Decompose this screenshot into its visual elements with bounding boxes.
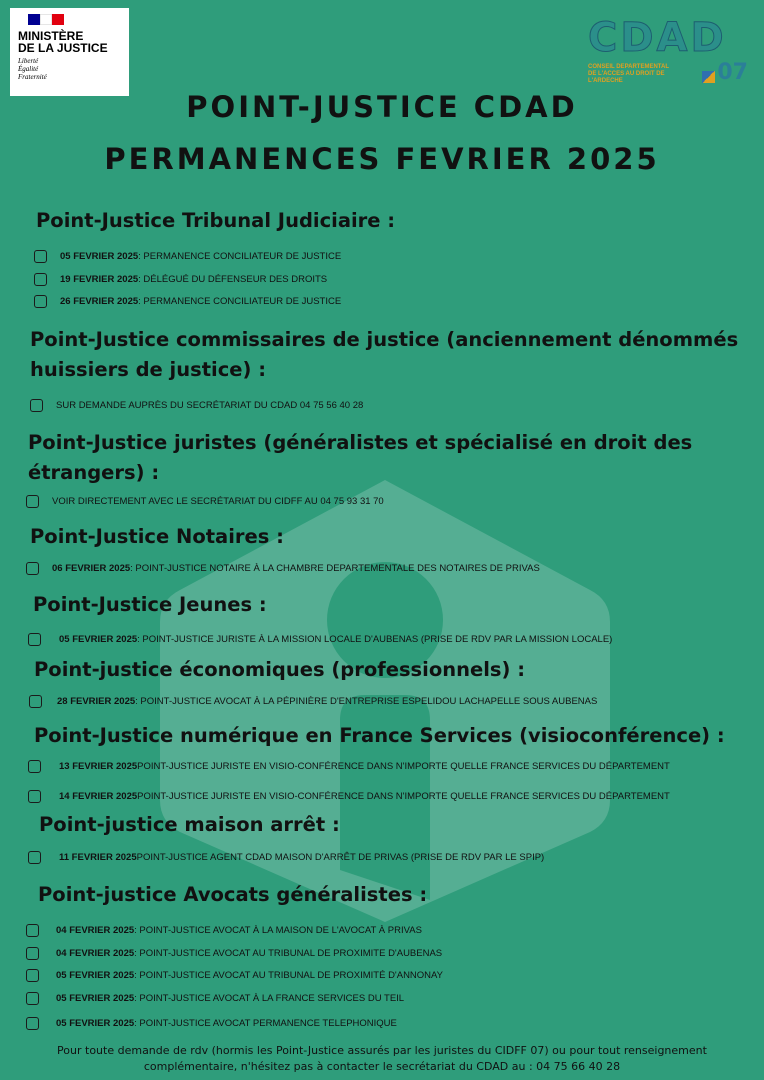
list-item (34, 292, 341, 310)
entry-text: : POINT-JUSTICE AVOCAT À LA FRANCE SERVICES DU TEIL (134, 992, 405, 1004)
entry-text: : POINT-JUSTICE NOTAIRE À LA CHAMBRE DEPARTEMENTALE DES NOTAIRES DE PRIVAS (130, 562, 540, 574)
entry-date: 26 FEVRIER 2025 (60, 295, 139, 307)
flag-blue (28, 14, 40, 25)
list-item (29, 692, 597, 710)
footer-line1: Pour toute demande de rdv (hormis les Point-Justice assurés par les juristes du CIDFF 07) ou pour tout renseignement (57, 1044, 707, 1057)
list-item (26, 559, 540, 577)
cdad-logo-dept: 07 (717, 60, 748, 85)
list-item (30, 396, 363, 414)
footer-line2: complémentaire, n'hésitez pas à contacter le secrétariat du CDAD au : 04 75 66 40 28 (143, 1060, 621, 1073)
entry-text: POINT-JUSTICE AGENT CDAD MAISON D'ARRÊT DE PRIVAS (PRISE DE RDV PAR LE SPIP) (136, 851, 545, 863)
checkbox[interactable] (34, 250, 47, 263)
entry-text: : PERMANENCE CONCILIATEUR DE JUSTICE (138, 295, 342, 307)
entry-date: 05 FEVRIER 2025 (59, 633, 138, 645)
entry-date: 19 FEVRIER 2025 (60, 273, 139, 285)
motto-egalite: Égalité (18, 65, 39, 73)
cdad-logo-text: CDAD (588, 15, 727, 61)
checkbox[interactable] (26, 947, 39, 960)
motto-liberte: Liberté (18, 57, 39, 65)
page-title-line2: PERMANENCES FEVRIER 2025 (104, 142, 660, 176)
entry-text: POINT-JUSTICE JURISTE EN VISIO-CONFÉRENCE DANS N'IMPORTE QUELLE FRANCE SERVICES DU DÉPARTEMENT (137, 760, 670, 772)
entry-text: : POINT-JUSTICE AVOCAT À LA PÉPINIÈRE D'ENTREPRISE ESPELIDOU LACHAPELLE SOUS AUBENAS (135, 695, 598, 707)
entry-date: 13 FEVRIER 2025 (59, 760, 138, 772)
ministry-line2: DE LA JUSTICE (18, 41, 108, 55)
checkbox[interactable] (26, 969, 39, 982)
checkbox[interactable] (26, 1017, 39, 1030)
checkbox[interactable] (34, 295, 47, 308)
checkbox[interactable] (29, 695, 42, 708)
page-title-line1: POINT-JUSTICE CDAD (186, 90, 578, 124)
checkbox[interactable] (28, 760, 41, 773)
section-heading-jeunes: Point-Justice Jeunes : (33, 593, 267, 616)
entry-date: 05 FEVRIER 2025 (56, 969, 135, 981)
ministry-logo (10, 8, 129, 96)
entry-date: 05 FEVRIER 2025 (56, 992, 135, 1004)
list-item (34, 247, 341, 265)
ministry-line1: MINISTÈRE (18, 29, 84, 43)
cdad-logo (588, 15, 748, 88)
cdad-logo-sub2: DE L'ACCES AU DROIT DE L'ARDECHE (588, 71, 665, 84)
entry-text: : POINT-JUSTICE AVOCAT AU TRIBUNAL DE PROXIMITÉ D'ANNONAY (134, 969, 444, 981)
entry-text: : POINT-JUSTICE AVOCAT AU TRIBUNAL DE PROXIMITE D'AUBENAS (134, 947, 443, 959)
flag-red (52, 14, 64, 25)
checkbox[interactable] (28, 851, 41, 864)
section-heading-maison-arret: Point-justice maison arrêt : (39, 813, 340, 836)
list-item (28, 630, 612, 648)
list-item (28, 787, 670, 805)
checkbox[interactable] (26, 924, 39, 937)
list-item (26, 1014, 397, 1032)
cdad-cube-icon (702, 71, 716, 83)
section-heading-numerique: Point-Justice numérique en France Services (visioconférence) : (34, 724, 725, 747)
entry-text: : POINT-JUSTICE AVOCAT À LA MAISON DE L'AVOCAT À PRIVAS (134, 924, 422, 936)
section-heading-notaires: Point-Justice Notaires : (30, 525, 284, 548)
checkbox[interactable] (28, 790, 41, 803)
list-item (34, 270, 327, 288)
checkbox[interactable] (26, 992, 39, 1005)
list-item (28, 757, 670, 775)
entry-date: 06 FEVRIER 2025 (52, 562, 131, 574)
list-item (26, 492, 384, 510)
checkbox[interactable] (28, 633, 41, 646)
section-heading-economiques: Point-justice économiques (professionnels) : (34, 658, 526, 681)
checkbox[interactable] (26, 562, 39, 575)
entry-text: VOIR DIRECTEMENT AVEC LE SECRÉTARIAT DU CIDFF AU 04 75 93 31 70 (52, 495, 384, 507)
list-item (26, 966, 443, 984)
footer-note (0, 1043, 764, 1075)
motto-fraternite: Fraternité (18, 73, 47, 81)
flag-white (40, 14, 52, 25)
section-heading-avocats: Point-justice Avocats généralistes : (38, 883, 428, 906)
section-heading-commissaires: Point-Justice commissaires de justice (anciennement dénommés (30, 328, 739, 351)
marianne-flag-icon (28, 14, 64, 25)
entry-date: 14 FEVRIER 2025 (59, 790, 138, 802)
list-item (26, 921, 422, 939)
checkbox[interactable] (30, 399, 43, 412)
entry-text: : DÉLÉGUÉ DU DÉFENSEUR DES DROITS (138, 273, 328, 285)
list-item (26, 944, 442, 962)
entry-date: 04 FEVRIER 2025 (56, 947, 135, 959)
entry-text: SUR DEMANDE AUPRÈS DU SECRÉTARIAT DU CDAD 04 75 56 40 28 (56, 399, 364, 411)
entry-date: 28 FEVRIER 2025 (57, 695, 136, 707)
list-item (26, 989, 404, 1007)
section-heading-juristes: Point-Justice juristes (généralistes et spécialisé en droit des (28, 431, 693, 454)
list-item (28, 848, 544, 866)
checkbox[interactable] (34, 273, 47, 286)
entry-date: 04 FEVRIER 2025 (56, 924, 135, 936)
section-heading-tribunal: Point-Justice Tribunal Judiciaire : (36, 209, 396, 232)
entry-text: : POINT-JUSTICE AVOCAT PERMANENCE TELEPHONIQUE (134, 1017, 397, 1029)
checkbox[interactable] (26, 495, 39, 508)
section-heading-commissaires-line2: huissiers de justice) : (30, 358, 267, 381)
entry-date: 05 FEVRIER 2025 (60, 250, 139, 262)
entry-text: : PERMANENCE CONCILIATEUR DE JUSTICE (138, 250, 342, 262)
entry-text: POINT-JUSTICE JURISTE EN VISIO-CONFÉRENCE DANS N'IMPORTE QUELLE FRANCE SERVICES DU DÉPARTEMENT (137, 790, 670, 802)
section-heading-juristes-line2: étrangers) : (28, 461, 160, 484)
cdad-logo-sub1: CONSEIL DEPARTEMENTAL (588, 64, 670, 70)
entry-text: : POINT-JUSTICE JURISTE À LA MISSION LOCALE D'AUBENAS (PRISE DE RDV PAR LA MISSION LOCALE) (137, 633, 613, 645)
entry-date: 11 FEVRIER 2025 (59, 851, 137, 863)
entry-date: 05 FEVRIER 2025 (56, 1017, 135, 1029)
